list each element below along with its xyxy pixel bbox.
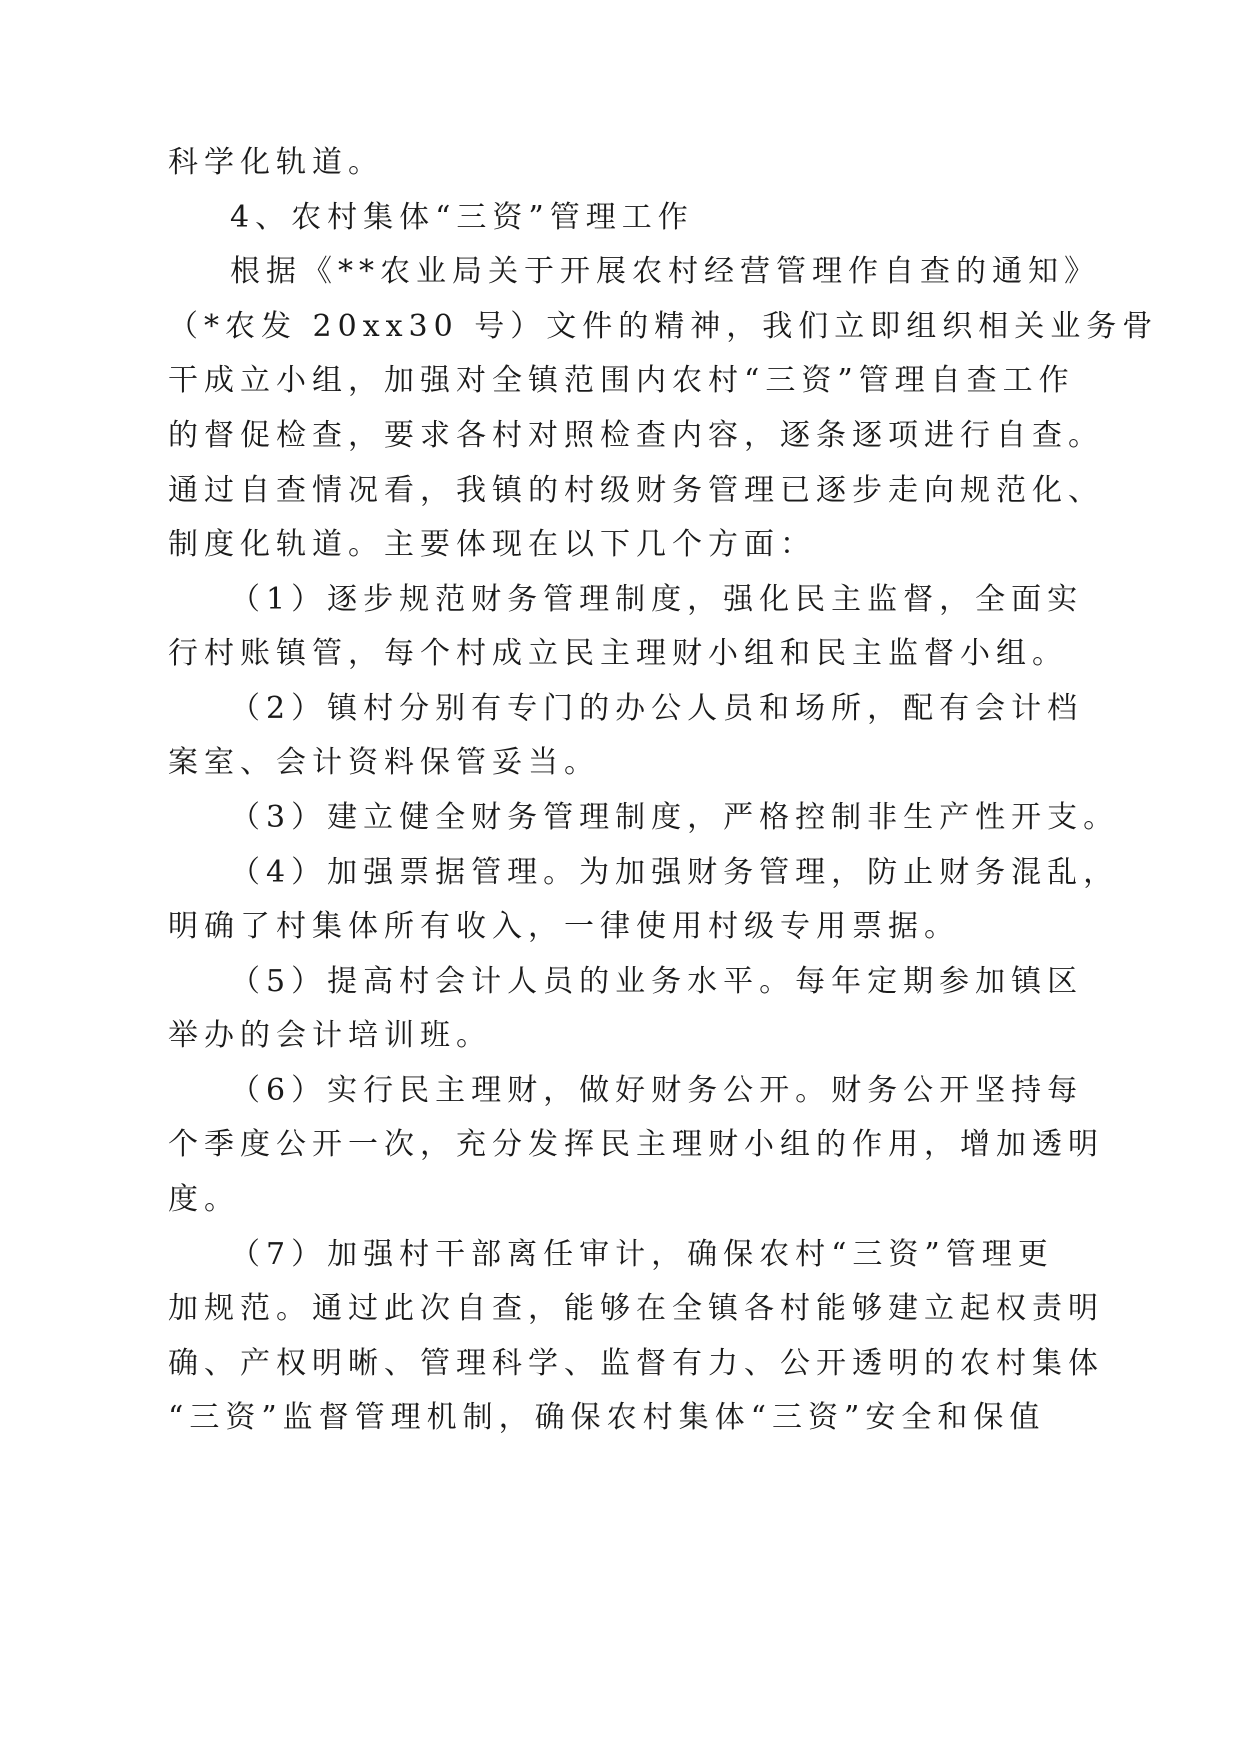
text-line: 案室、会计资料保管妥当。: [168, 745, 600, 780]
text-line: “三资”监督管理机制，确保农村集体“三资”安全和保值: [168, 1400, 1046, 1435]
text-line: 明确了村集体所有收入，一律使用村级专用票据。: [168, 909, 960, 944]
text-line: 干成立小组，加强对全镇范围内农村“三资”管理自查工作: [168, 363, 1075, 398]
list-item: （7）加强村干部离任审计，确保农村“三资”管理更: [230, 1237, 1054, 1272]
text-line: （*农发 20xx30 号）文件的精神，我们立即组织相关业务骨: [168, 309, 1159, 344]
text-line: 举办的会计培训班。: [168, 1018, 492, 1053]
text-line: 通过自查情况看，我镇的村级财务管理已逐步走向规范化、: [168, 473, 1104, 508]
text-line: 确、产权明晰、管理科学、监督有力、公开透明的农村集体: [168, 1346, 1104, 1381]
text-line: 制度化轨道。主要体现在以下几个方面：: [168, 527, 816, 562]
list-item: （2）镇村分别有专门的办公人员和场所，配有会计档: [230, 691, 1084, 726]
list-item: （4）加强票据管理。为加强财务管理，防止财务混乱，: [230, 855, 1120, 890]
list-item: （6）实行民主理财，做好财务公开。财务公开坚持每: [230, 1073, 1084, 1108]
text-line: 个季度公开一次，充分发挥民主理财小组的作用，增加透明: [168, 1127, 1104, 1162]
list-item: （3）建立健全财务管理制度，严格控制非生产性开支。: [230, 800, 1120, 835]
text-line: 加规范。通过此次自查，能够在全镇各村能够建立起权责明: [168, 1291, 1104, 1326]
list-item: （5）提高村会计人员的业务水平。每年定期参加镇区: [230, 964, 1084, 999]
text-line: 度。: [168, 1182, 240, 1217]
text-line: 根据《**农业局关于开展农村经营管理作自查的通知》: [230, 254, 1100, 289]
section-heading: 4、农村集体“三资”管理工作: [230, 200, 694, 235]
text-line: 行村账镇管，每个村成立民主理财小组和民主监督小组。: [168, 636, 1068, 671]
text-line: 的督促检查，要求各村对照检查内容，逐条逐项进行自查。: [168, 418, 1104, 453]
list-item: （1）逐步规范财务管理制度，强化民主监督，全面实: [230, 582, 1084, 617]
text-line: 科学化轨道。: [168, 145, 384, 180]
